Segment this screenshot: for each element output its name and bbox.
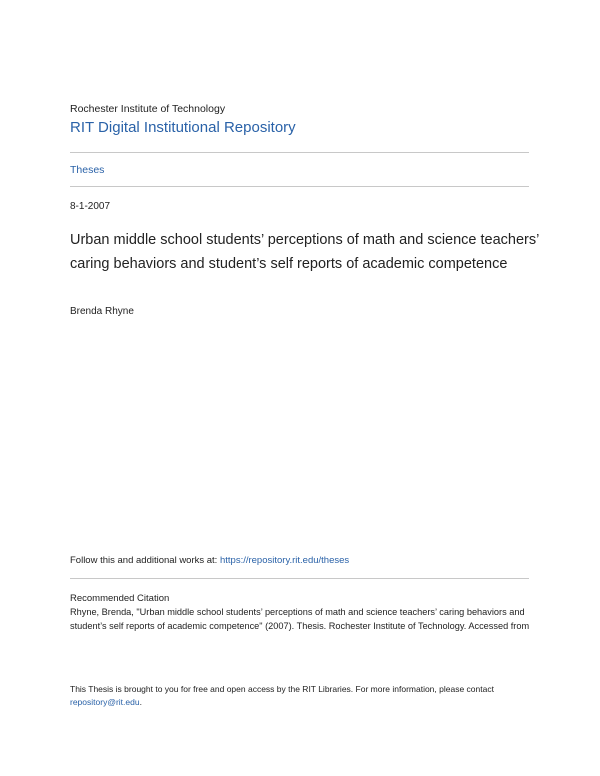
institution-name: Rochester Institute of Technology [70, 103, 226, 115]
citation-text: Rhyne, Brenda, "Urban middle school students’ perceptions of math and science teachers’ caring behaviors and student’s self reports of academic competence" (2007). Thesis. Rochester Institute of Technology. Accessed from [70, 607, 530, 631]
license-text: This Thesis is brought to you for free and open access by the RIT Libraries. For more information, please contact [70, 684, 494, 694]
follow-line [70, 555, 349, 566]
author-name: Brenda Rhyne [70, 306, 134, 317]
license-notice [70, 683, 540, 708]
divider [70, 152, 529, 153]
citation-heading: Recommended Citation [70, 593, 170, 604]
collection-link[interactable]: Theses [70, 164, 105, 176]
license-end: . [139, 696, 142, 707]
follow-link[interactable]: https://repository.rit.edu/theses [219, 555, 350, 566]
publication-date: 8-1-2007 [70, 201, 111, 212]
divider [70, 578, 529, 579]
contact-email-link[interactable]: repository@rit.edu [70, 696, 140, 707]
repository-link[interactable]: RIT Digital Institutional Repository [70, 119, 296, 136]
divider [70, 186, 529, 187]
document-title: Urban middle school students’ perceptions of math and science teachers’ caring behaviors and student’s self reports of academic competence [70, 232, 539, 272]
follow-text: Follow this and additional works at: [70, 555, 220, 566]
